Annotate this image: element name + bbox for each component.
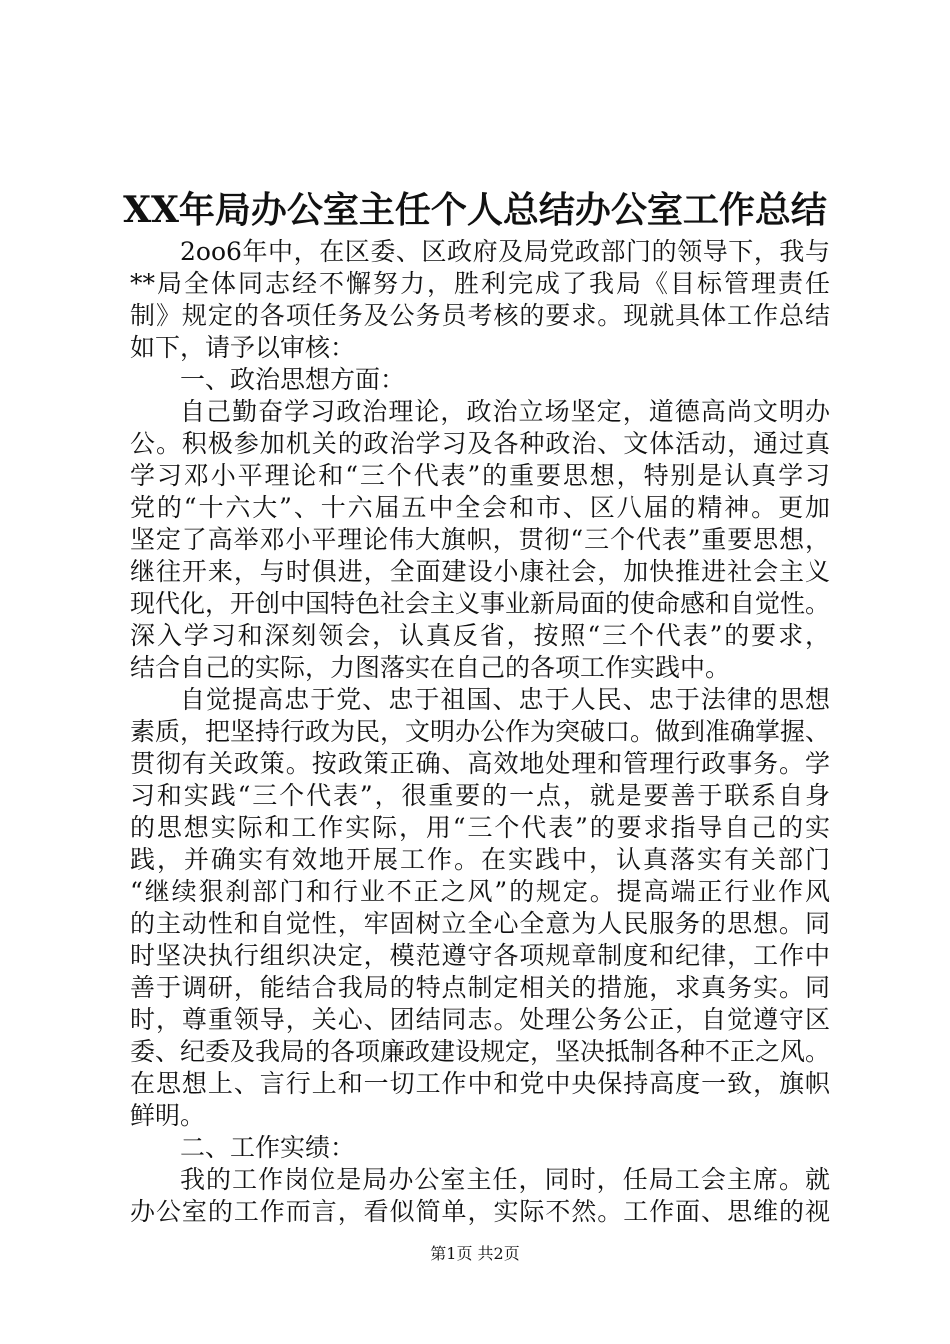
body-line: 委、纪委及我局的各项廉政建设规定，坚决抵制各种不正之风。 <box>130 1037 830 1066</box>
body-line: 贯彻有关政策。按政策正确、高效地处理和管理行政事务。学 <box>130 749 830 778</box>
body-line: 自己勤奋学习政治理论，政治立场坚定，道德高尚文明办 <box>180 397 830 426</box>
body-line: 深入学习和深刻领会，认真反省，按照“三个代表”的要求， <box>130 621 830 650</box>
body-line: 我的工作岗位是局办公室主任，同时，任局工会主席。就 <box>180 1165 830 1194</box>
body-line: 制》规定的各项任务及公务员考核的要求。现就具体工作总结 <box>130 301 830 330</box>
body-line: 结合自己的实际，力图落实在自己的各项工作实践中。 <box>130 653 731 682</box>
body-line: 现代化，开创中国特色社会主义事业新局面的使命感和自觉性。 <box>130 589 830 618</box>
body-line: 时坚决执行组织决定，模范遵守各项规章制度和纪律，工作中 <box>130 941 830 970</box>
body-line: 党的“十六大”、十六届五中全会和市、区八届的精神。更加 <box>130 493 830 522</box>
body-line: 办公室的工作而言，看似简单，实际不然。工作面、思维的视 <box>130 1197 830 1226</box>
body-line: 鲜明。 <box>130 1101 206 1130</box>
document-title: XX年局办公室主任个人总结办公室工作总结 <box>123 189 827 231</box>
body-line: 素质，把坚持行政为民，文明办公作为突破口。做到准确掌握、 <box>130 717 830 746</box>
body-line: 学习邓小平理论和“三个代表”的重要思想，特别是认真学习 <box>130 461 830 490</box>
document-body <box>130 236 830 1228</box>
body-line: 坚定了高举邓小平理论伟大旗帜，贯彻“三个代表”重要思想， <box>130 525 830 554</box>
body-line: 2oo6年中，在区委、区政府及局党政部门的领导下，我与 <box>180 237 830 266</box>
body-line: 继往开来，与时俱进，全面建设小康社会，加快推进社会主义 <box>130 557 830 586</box>
body-line: 在思想上、言行上和一切工作中和党中央保持高度一致，旗帜 <box>130 1069 830 1098</box>
body-line: 自觉提高忠于党、忠于祖国、忠于人民、忠于法律的思想 <box>180 685 830 714</box>
body-line: 习和实践“三个代表”，很重要的一点，就是要善于联系自身 <box>130 781 830 810</box>
body-line: 善于调研，能结合我局的特点制定相关的措施，求真务实。同 <box>130 973 830 1002</box>
body-line: 一、政治思想方面： <box>180 365 406 394</box>
body-line: **局全体同志经不懈努力，胜利完成了我局《目标管理责任 <box>130 269 830 298</box>
body-line: 二、工作实绩： <box>180 1133 356 1162</box>
body-line: 的思想实际和工作实际，用“三个代表”的要求指导自己的实 <box>130 813 830 842</box>
body-line: 的主动性和自觉性，牢固树立全心全意为人民服务的思想。同 <box>130 909 830 938</box>
body-line: 公。积极参加机关的政治学习及各种政治、文体活动，通过真 <box>130 429 830 458</box>
body-line: “继续狠刹部门和行业不正之风”的规定。提高端正行业作风 <box>130 877 830 906</box>
body-line: 践，并确实有效地开展工作。在实践中，认真落实有关部门 <box>130 845 830 874</box>
page-footer: 第1页 共2页 <box>430 1244 520 1263</box>
body-line: 时，尊重领导，关心、团结同志。处理公务公正，自觉遵守区 <box>130 1005 830 1034</box>
body-line: 如下，请予以审核： <box>130 333 356 362</box>
